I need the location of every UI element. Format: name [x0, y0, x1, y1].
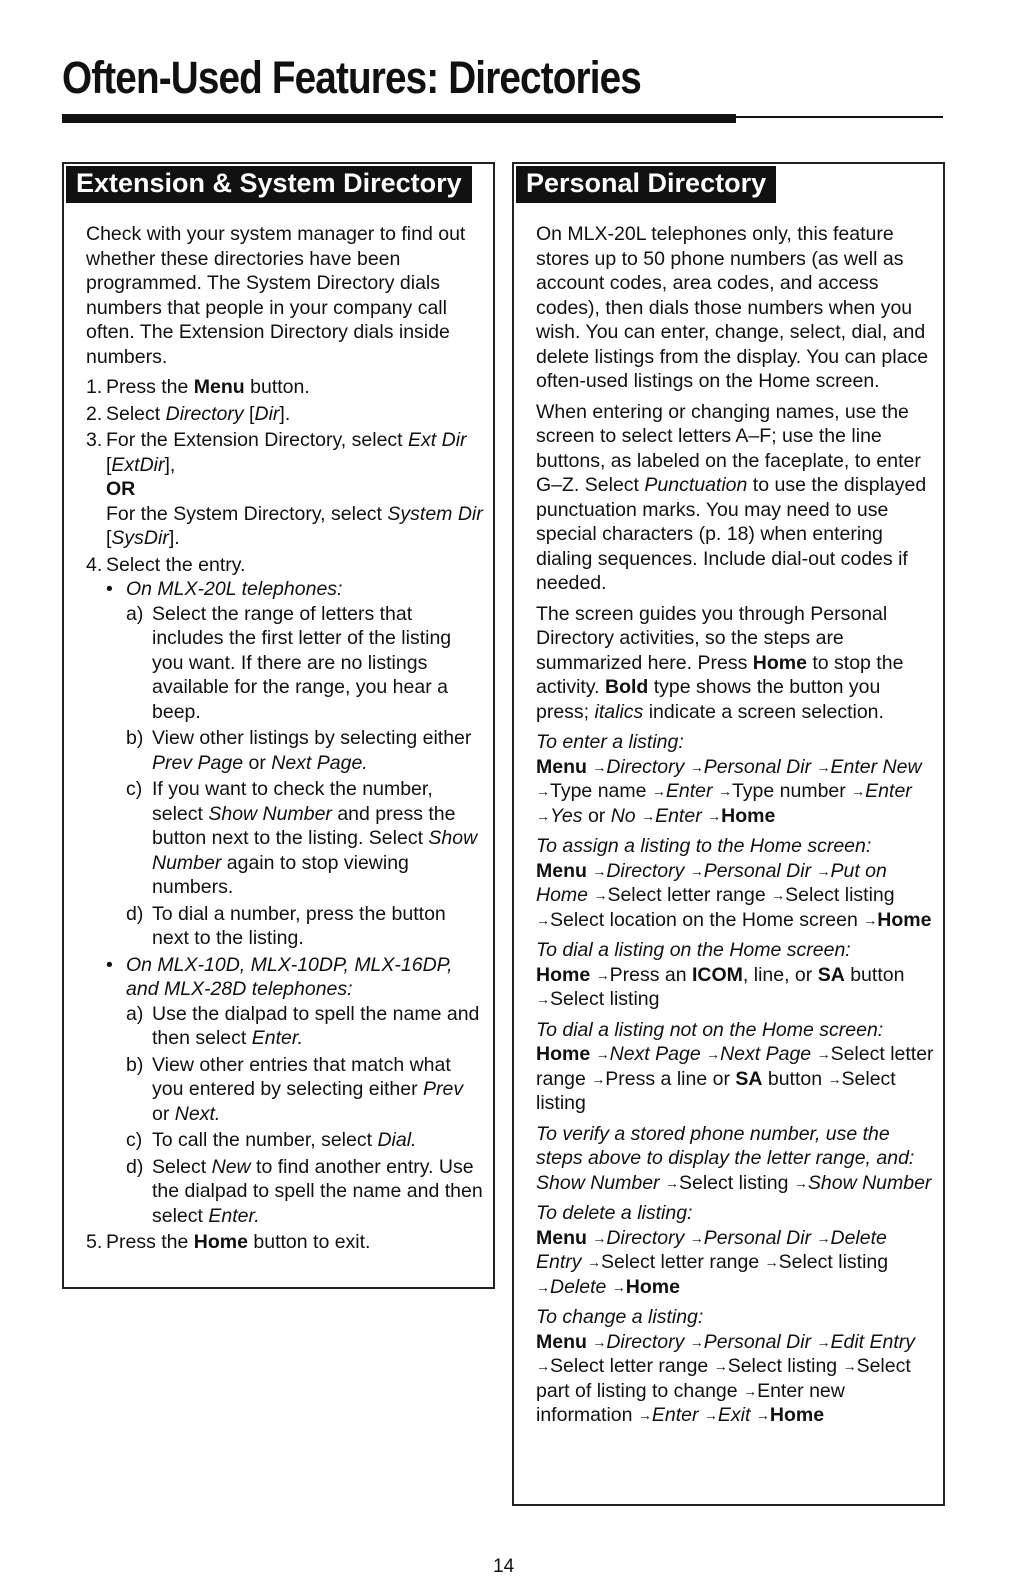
arrow-icon: →: [689, 1333, 704, 1350]
step-number: 2.: [86, 402, 103, 425]
arrow-icon: →: [592, 1229, 607, 1246]
text: When entering or changing names, use the screen to select letters A–F; use the line buttons, as labeled on the faceplate, to enter G–Z. Select: [536, 400, 921, 496]
text: View other listings by selecting either: [152, 727, 472, 749]
screen-selection: Directory: [165, 402, 244, 425]
procedure-dial-home-listing: [536, 938, 935, 1012]
text: and press the button next to the listing. Select: [152, 802, 456, 849]
screen-selection: Dir: [254, 402, 280, 425]
screen-selection: System Dir: [387, 502, 483, 525]
step-2: [86, 402, 485, 427]
text: ],: [164, 453, 176, 476]
home-button-label: Home: [752, 651, 807, 674]
arrow-icon: →: [536, 1358, 550, 1374]
screen-selection: Delete: [550, 1275, 607, 1298]
text: button: [844, 963, 905, 986]
sub-step: [126, 1128, 485, 1153]
arrow-icon: →: [816, 1229, 831, 1246]
text: Select listing: [727, 1355, 838, 1377]
screen-selection: Directory: [606, 1330, 685, 1353]
text: Select listing: [778, 1251, 889, 1273]
screen-selection: Show Number: [152, 827, 478, 874]
arrow-icon: →: [637, 1407, 652, 1423]
text: To dial a number, press the button next to the listing.: [152, 902, 446, 949]
screen-selection: New: [211, 1155, 251, 1178]
step-number: 5.: [86, 1231, 103, 1253]
button-label: Menu: [536, 1226, 587, 1249]
text: to find another entry. Use the dialpad to spell the name and then select: [152, 1155, 483, 1227]
procedure-caption: To dial a listing on the Home screen:: [536, 939, 851, 961]
arrow-icon: →: [743, 1382, 758, 1399]
sub-step: [126, 1053, 485, 1127]
screen-selection: Show Number: [536, 1171, 660, 1194]
text: or: [243, 751, 272, 774]
personal-directory-box: [512, 162, 945, 1506]
text: If you want to check the number, select: [152, 778, 433, 825]
button-label: Menu: [536, 755, 587, 778]
arrow-icon: →: [536, 1278, 550, 1295]
text: , line, or: [742, 963, 818, 986]
arrow-icon: →: [536, 807, 550, 824]
text: Type number: [731, 780, 846, 802]
button-label: Menu: [536, 1330, 587, 1353]
procedure-verify-number: [536, 1122, 935, 1196]
screen-selection: Ext Dir: [408, 429, 467, 451]
arrow-icon: →: [863, 911, 878, 928]
screen-selection: Exit: [717, 1404, 751, 1426]
text: [: [106, 453, 112, 476]
text: Select: [106, 402, 166, 425]
button-label: Home: [721, 804, 776, 827]
screen-selection: Show Number: [208, 802, 332, 825]
overview-paragraph: On MLX-20L telephones only, this feature stores up to 50 phone numbers (as well as account codes, area codes, and access codes), then dials those numbers when you wish. You can enter, change, select, dial, and delete listings from the display. You can place often-used listings on the Home screen.: [536, 223, 929, 392]
sub-step: [126, 777, 485, 900]
personal-directory-body: [536, 222, 935, 1434]
step-5: [86, 1230, 485, 1255]
bullet-title: On MLX-20L telephones:: [126, 578, 343, 600]
text: Select part of listing to change: [536, 1355, 911, 1402]
text: Type name: [550, 780, 647, 802]
procedure-dial-not-home-listing: [536, 1018, 935, 1116]
procedure-change-listing: [536, 1305, 935, 1428]
procedure-caption: To dial a listing not on the Home screen:: [536, 1018, 884, 1041]
screen-selection: Directory: [606, 859, 685, 882]
arrow-icon: →: [827, 1070, 842, 1087]
text: Select letter range: [550, 1355, 709, 1377]
arrow-icon: →: [586, 1254, 601, 1270]
bullet-mlx20l: [106, 577, 485, 951]
arrow-icon: →: [595, 1046, 610, 1062]
sub-letter: a): [126, 1002, 144, 1025]
sub-step: [126, 902, 485, 951]
steps-list: [86, 375, 485, 1255]
arrow-icon: →: [591, 1070, 606, 1087]
arrow-icon: →: [816, 758, 831, 775]
bullet-mlx-other: [106, 953, 485, 1229]
screen-selection: Enter.: [208, 1204, 260, 1227]
intro-paragraph: Check with your system manager to find out whether these directories have been programmed. The System Directory dials numbers that people in your company call often. The Extension Directory dials inside numbers.: [86, 223, 466, 368]
title-rule-thin: [736, 116, 943, 118]
button-label: SA: [817, 963, 845, 986]
arrow-icon: →: [755, 1407, 770, 1423]
procedure-caption: To delete a listing:: [536, 1202, 693, 1224]
text: indicate a screen selection.: [643, 700, 884, 723]
screen-selection: Next.: [174, 1102, 221, 1125]
text: Select the range of letters that includes the first letter of the listing you want. If there are no listings available for the range, you hear a beep.: [152, 602, 452, 723]
screen-selection: Dial.: [377, 1129, 417, 1151]
screen-selection: Enter: [865, 780, 912, 802]
extension-system-directory-box: [62, 162, 495, 1289]
arrow-icon: →: [595, 966, 610, 983]
arrow-icon: →: [816, 1333, 831, 1350]
arrow-icon: →: [651, 783, 666, 799]
text: Select listing: [678, 1171, 789, 1194]
text: button.: [244, 376, 310, 398]
screen-selection: Prev Page: [152, 751, 244, 774]
text: ].: [279, 402, 291, 425]
text: Press an: [609, 963, 692, 986]
arrow-icon: →: [703, 1407, 718, 1423]
arrow-icon: →: [593, 887, 608, 903]
screen-selection: Punctuation: [644, 474, 748, 496]
button-label: Home: [877, 908, 932, 931]
text: ].: [168, 527, 180, 549]
sub-letter: b): [126, 727, 144, 749]
arrow-icon: →: [771, 887, 786, 903]
text: Enter new information: [536, 1379, 845, 1426]
sub-letter: c): [126, 778, 143, 800]
sub-letter: c): [126, 1129, 143, 1151]
text: For the Extension Directory, select: [106, 429, 409, 451]
screen-selection: Next Page: [609, 1043, 701, 1065]
text: to use the displayed punctuation marks. You may need to use special characters (p. 18) when entering dialing sequences. Include dial-out codes if needed.: [536, 474, 927, 594]
text: The screen guides you through Personal Directory activities, so the steps are summarized here. Press: [536, 602, 888, 674]
sub-step: [126, 1155, 485, 1229]
text: or: [152, 1102, 175, 1125]
screen-selection: ExtDir: [111, 453, 165, 476]
screen-selection: Edit Entry: [830, 1330, 916, 1353]
button-label: Menu: [536, 859, 587, 882]
home-button-label: Home: [193, 1231, 248, 1253]
arrow-icon: →: [536, 991, 550, 1007]
text: again to stop viewing numbers.: [152, 851, 409, 898]
arrow-icon: →: [816, 1046, 831, 1062]
text: button: [762, 1067, 823, 1090]
arrow-icon: →: [689, 758, 704, 775]
sub-step: [126, 1002, 485, 1051]
bullet-icon: •: [106, 578, 113, 600]
guide-paragraph: [536, 602, 935, 725]
procedure-delete-listing: [536, 1201, 935, 1299]
button-label: SA: [735, 1067, 763, 1090]
sub-step: [126, 602, 485, 725]
text: or: [587, 804, 606, 827]
screen-selection: Personal Dir: [703, 1330, 812, 1353]
sub-letter: a): [126, 602, 144, 625]
arrow-icon: →: [816, 862, 831, 879]
button-label: Home: [536, 1043, 591, 1065]
screen-selection: Personal Dir: [703, 1226, 812, 1249]
text: For the System Directory, select: [106, 502, 388, 525]
screen-selection: SysDir: [111, 527, 169, 549]
screen-selection: No: [610, 804, 636, 827]
screen-selection: Show Number: [807, 1171, 932, 1194]
button-label: Home: [536, 963, 591, 986]
step-1: [86, 375, 485, 400]
text: Select letter range: [536, 1043, 934, 1090]
or-separator: OR: [106, 478, 136, 500]
arrow-icon: →: [592, 862, 607, 879]
arrow-icon: →: [536, 911, 550, 928]
sub-letter: d): [126, 902, 144, 925]
procedure-caption: To assign a listing to the Home screen:: [536, 835, 872, 857]
text: Select letter range: [607, 884, 766, 906]
sub-letter: d): [126, 1155, 144, 1178]
text: Select listing: [550, 988, 660, 1010]
text: Select listing: [785, 884, 895, 906]
page-number: 14: [493, 1556, 515, 1577]
arrow-icon: →: [713, 1358, 728, 1374]
button-label: Home: [625, 1275, 680, 1298]
screen-selection: Enter: [665, 780, 713, 802]
procedure-caption: To verify a stored phone number, use the steps above to display the letter range, and:: [536, 1122, 915, 1169]
screen-selection: Put on Home: [536, 859, 887, 906]
procedure-caption: To enter a listing:: [536, 731, 684, 753]
screen-selection: Directory: [606, 755, 685, 778]
arrow-icon: →: [536, 783, 550, 799]
arrow-icon: →: [641, 807, 656, 824]
button-label: ICOM: [691, 963, 743, 986]
personal-directory-heading: Personal Directory: [516, 166, 776, 203]
text: Press the: [106, 376, 194, 398]
arrow-icon: →: [592, 758, 607, 775]
screen-selection: Personal Dir: [703, 755, 812, 778]
screen-selection: Enter: [651, 1404, 699, 1426]
screen-selection: Prev: [423, 1078, 464, 1100]
text: Select letter range: [600, 1251, 760, 1273]
menu-button-label: Menu: [193, 376, 245, 398]
step-number: 1.: [86, 376, 103, 398]
arrow-icon: →: [706, 1046, 721, 1062]
screen-selection: Enter: [655, 804, 702, 827]
text: Select the entry.: [106, 553, 246, 576]
screen-selection: Next Page: [720, 1043, 812, 1065]
text: Press the: [106, 1231, 194, 1253]
arrow-icon: →: [707, 807, 722, 824]
extension-system-directory-body: [86, 222, 485, 1257]
italics-label: italics: [594, 700, 644, 723]
bold-label: Bold: [604, 676, 649, 698]
arrow-icon: →: [717, 783, 732, 799]
step-3: [86, 428, 485, 551]
text: To call the number, select: [152, 1129, 378, 1151]
sub-steps: [126, 602, 485, 951]
procedure-assign-listing: [536, 834, 935, 932]
text: button to exit.: [247, 1231, 371, 1253]
text: type shows the button you press;: [536, 676, 881, 723]
arrow-icon: →: [689, 1229, 704, 1246]
step-number: 3.: [86, 429, 103, 451]
screen-selection: Next Page.: [271, 751, 368, 774]
arrow-icon: →: [664, 1174, 679, 1191]
text: Use the dialpad to spell the name and then select: [152, 1002, 480, 1049]
text: Select listing: [536, 1067, 896, 1114]
names-paragraph: [536, 400, 935, 596]
arrow-icon: →: [764, 1254, 779, 1270]
procedure-enter-listing: [536, 730, 935, 828]
arrow-icon: →: [689, 862, 704, 879]
bullet-title: On MLX-10D, MLX-10DP, MLX-16DP, and MLX-28D telephones:: [126, 953, 453, 1000]
screen-selection: Directory: [606, 1226, 685, 1249]
sub-steps: [126, 1002, 485, 1229]
screen-selection: Yes: [550, 804, 583, 827]
screen-selection: Enter.: [251, 1027, 304, 1049]
text: [: [243, 402, 255, 425]
title-rule: [62, 114, 736, 123]
text: Press a line or: [605, 1067, 736, 1090]
text: View other entries that match what you entered by selecting either: [152, 1053, 451, 1100]
step-4: [86, 553, 485, 1229]
extension-system-directory-heading: Extension & System Directory: [66, 166, 472, 203]
arrow-icon: →: [793, 1174, 808, 1191]
arrow-icon: →: [592, 1333, 607, 1350]
sub-step: [126, 726, 485, 775]
text: [: [106, 527, 112, 549]
arrow-icon: →: [842, 1358, 857, 1374]
screen-selection: Enter New: [830, 755, 922, 778]
text: Select location on the Home screen: [550, 908, 858, 931]
page-title: Often-Used Features: Directories: [62, 52, 641, 103]
telephone-bullets: [106, 577, 485, 1228]
text: to stop the activity.: [536, 651, 904, 698]
bullet-icon: •: [106, 953, 113, 976]
procedure-caption: To change a listing:: [536, 1306, 704, 1328]
arrow-icon: →: [611, 1278, 626, 1295]
arrow-icon: →: [851, 783, 866, 799]
screen-selection: Delete Entry: [536, 1226, 887, 1273]
screen-selection: Personal Dir: [703, 859, 812, 882]
step-number: 4.: [86, 553, 103, 576]
sub-letter: b): [126, 1053, 144, 1076]
text: Select: [152, 1155, 212, 1178]
button-label: Home: [769, 1404, 825, 1426]
